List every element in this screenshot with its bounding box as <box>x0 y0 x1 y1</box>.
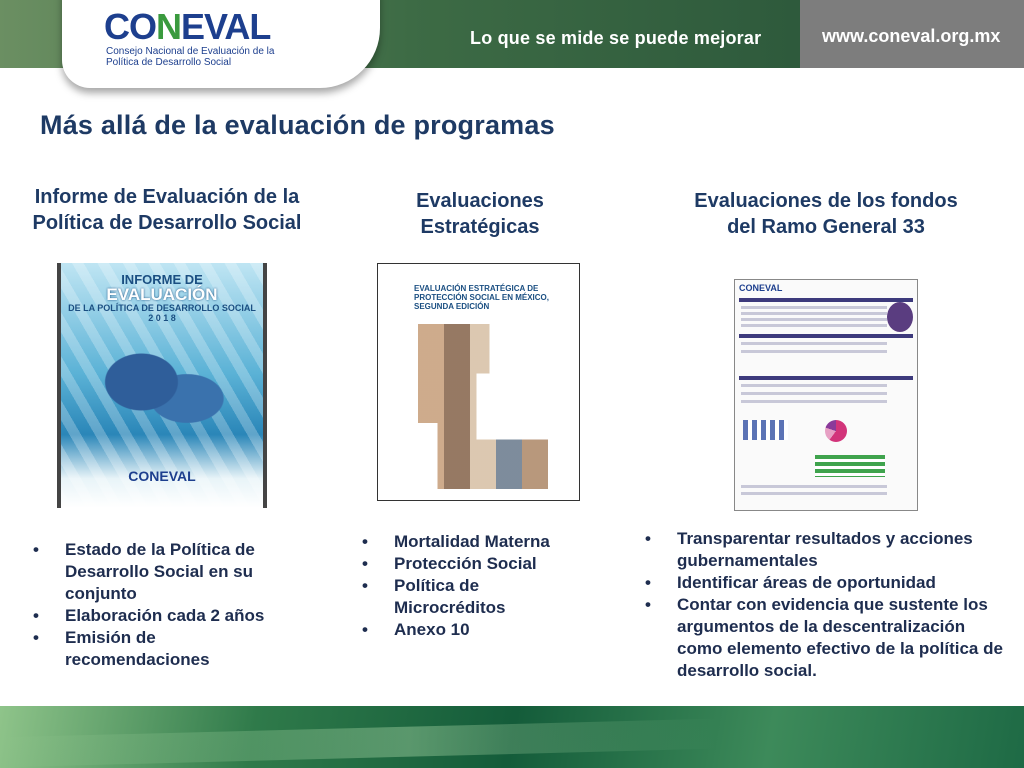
report-text-row <box>741 306 887 309</box>
list-item: • Mortalidad Materna <box>362 531 592 553</box>
report-text-row <box>741 384 887 387</box>
list-item: • Estado de la Política de Desarrollo Social en su conjunto <box>33 539 293 605</box>
list-item: • Contar con evidencia que sustente los argumentos de la descentralización como elemento efectivo de la política de desarrollo social. <box>645 594 1010 682</box>
report-text-row <box>741 312 887 315</box>
footer-wave <box>0 711 1024 768</box>
list-item: • Identificar áreas de oportunidad <box>645 572 1010 594</box>
list-item: • Política de Microcréditos <box>362 575 592 619</box>
report-donut-chart <box>825 420 847 442</box>
ramo33-bullet-list <box>645 528 1010 682</box>
informe-cover-title <box>61 273 263 324</box>
estrategica-cover-title: EVALUACIÓN ESTRATÉGICA DE PROTECCIÓN SOCIAL EN MÉXICO, SEGUNDA EDICIÓN <box>414 284 549 311</box>
cover-logo: CONEVAL <box>128 468 196 484</box>
informe-bullet-list <box>33 539 293 671</box>
column-heading-ramo33: Evaluaciones de los fondos del Ramo General 33 <box>694 190 958 238</box>
cover-line2: EVALUACIÓN <box>106 285 218 304</box>
header-url-link[interactable]: www.coneval.org.mx <box>822 26 1001 46</box>
report-section-bar <box>739 298 913 302</box>
report-logo: CONEVAL <box>739 283 783 293</box>
report-text-row <box>741 350 887 353</box>
report-text-row <box>741 324 887 327</box>
report-text-row <box>741 492 887 495</box>
report-green-bars <box>815 455 885 477</box>
coneval-logo[interactable]: CONEVAL <box>104 6 271 47</box>
photo-collage <box>418 324 548 489</box>
report-section-bar <box>739 376 913 380</box>
report-text-row <box>741 318 887 321</box>
report-bar-chart <box>743 420 788 440</box>
list-item: • Elaboración cada 2 años <box>33 605 293 627</box>
report-text-row <box>741 392 887 395</box>
page-title: Más allá de la evaluación de programas <box>40 110 555 140</box>
logo-subtitle: Consejo Nacional de Evaluación de la Política de Desarrollo Social <box>106 46 275 68</box>
informe-cover-image <box>57 263 267 508</box>
column-heading-estrategicas: Evaluaciones Estratégicas <box>416 190 544 238</box>
report-text-row <box>741 400 887 403</box>
report-text-row <box>741 342 887 345</box>
cover-year: 2 0 1 8 <box>148 313 176 323</box>
report-section-bar <box>739 334 913 338</box>
list-item: • Protección Social <box>362 553 592 575</box>
column-heading-informe: Informe de Evaluación de la Política de Desarrollo Social <box>32 186 302 234</box>
list-item: • Transparentar resultados y acciones gubernamentales <box>645 528 1010 572</box>
footer-band <box>0 706 1024 768</box>
header-tagline: Lo que se mide se puede mejorar <box>470 28 762 48</box>
estrategicas-bullet-list <box>362 531 592 641</box>
list-item: • Anexo 10 <box>362 619 592 641</box>
cover-line1: INFORME DE <box>121 272 203 287</box>
report-text-row <box>741 485 887 488</box>
ramo33-report-image <box>734 279 918 511</box>
estrategica-cover-image <box>377 263 580 501</box>
report-badge <box>887 302 913 332</box>
cover-line3: DE LA POLÍTICA DE DESARROLLO SOCIAL <box>68 303 256 313</box>
list-item: • Emisión de recomendaciones <box>33 627 293 671</box>
children-figure <box>96 338 226 448</box>
